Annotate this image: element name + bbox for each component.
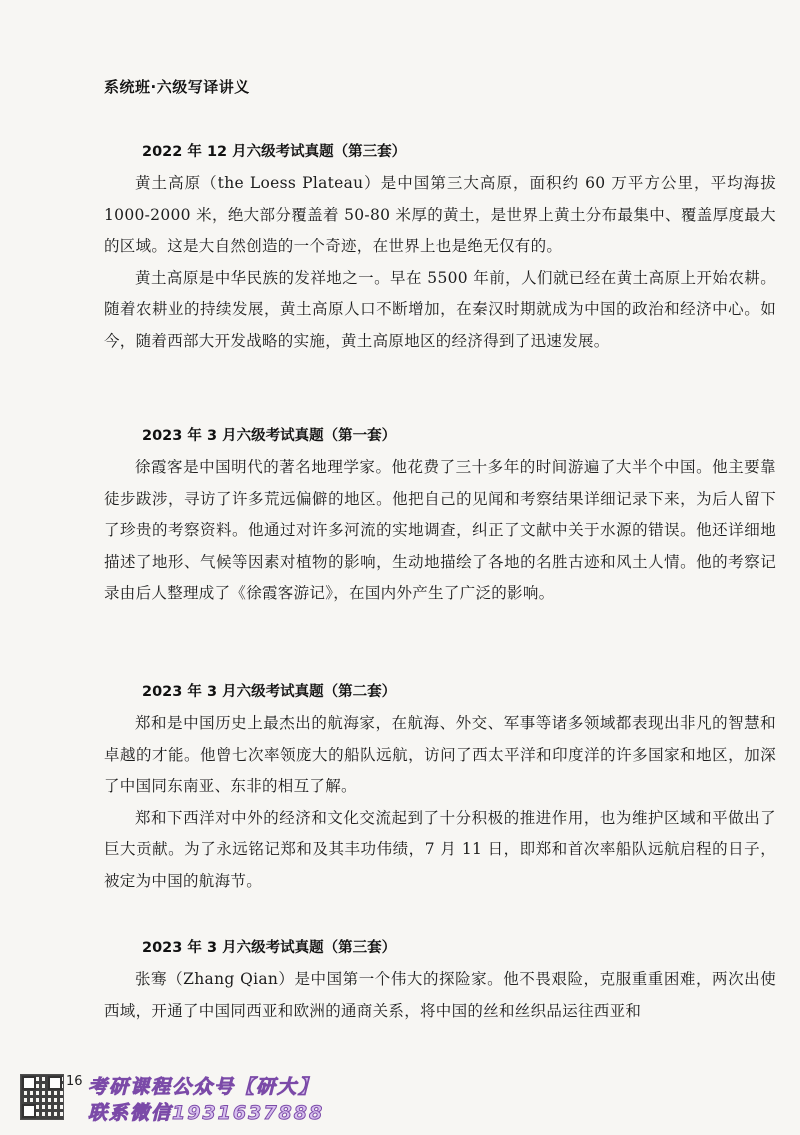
page-footer: [18, 1070, 325, 1126]
paragraph: 徐霞客是中国明代的著名地理学家。他花费了三十多年的时间游遍了大半个中国。他主要靠徒步跋涉，寻访了许多荒远偏僻的地区。他把自己的见闻和考察结果详细记录下来，为后人留下了珍贵的考察资料。他通过对许多河流的实地调查，纠正了文献中关于水源的错误。他还详细地描述了地形、气候等因素对植物的影响，生动地描绘了各地的名胜古迹和风土人情。他的考察记录由后人整理成了《徐霞客游记》，在国内外产生了广泛的影响。: [104, 458, 776, 602]
qr-code-icon: [20, 1074, 64, 1120]
watermark-line-1: 考研课程公众号【研大】: [88, 1076, 320, 1098]
section-2023-03-set2: [104, 680, 776, 897]
section-title: 2023 年 3 月六级考试真题（第一套）: [142, 428, 397, 444]
section-2023-03-set3: [104, 936, 776, 1027]
paragraph: 郑和下西洋对中外的经济和文化交流起到了十分积极的推进作用，也为维护区域和平做出了巨大贡献。为了永远铭记郑和及其丰功伟绩，7 月 11 日，即郑和首次率船队远航启程的日子，被定为中国的航海节。: [104, 808, 776, 890]
section-title: 2022 年 12 月六级考试真题（第三套）: [142, 144, 407, 160]
section-2022-12-set3: [104, 140, 776, 357]
paragraph: 黄土高原是中华民族的发祥地之一。早在 5500 年前，人们就已经在黄土高原上开始农耕。随着农耕业的持续发展，黄土高原人口不断增加，在秦汉时期就成为中国的政治和经济中心。如今，随着西部大开发战略的实施，黄土高原地区的经济得到了迅速发展。: [104, 268, 776, 350]
watermark-line-2: 联系微信1931637888: [88, 1102, 325, 1124]
section-title: 2023 年 3 月六级考试真题（第二套）: [142, 684, 397, 700]
paragraph: 郑和是中国历史上最杰出的航海家，在航海、外交、军事等诸多领域都表现出非凡的智慧和卓越的才能。他曾七次率领庞大的船队远航，访问了西太平洋和印度洋的许多国家和地区，加深了中国同东南亚、东非的相互了解。: [104, 714, 776, 795]
section-title: 2023 年 3 月六级考试真题（第三套）: [142, 940, 397, 956]
page-header: 系统班·六级写译讲义: [104, 78, 250, 96]
paragraph: 张骞（Zhang Qian）是中国第一个伟大的探险家。他不畏艰险，克服重重困难，两次出使西域，开通了中国同西亚和欧洲的通商关系，将中国的丝和丝织品运往西亚和: [104, 970, 776, 1020]
section-2023-03-set1: [104, 424, 776, 610]
paragraph: 黄土高原（the Loess Plateau）是中国第三大高原，面积约 60 万平方公里，平均海拔 1000-2000 米，绝大部分覆盖着 50-80 米厚的黄土，是世界上黄土分布最集中、覆盖厚度最大的区域。这是大自然创造的一个奇迹，在世界上也是绝无仅有的。: [104, 174, 776, 255]
page-number: 16: [66, 1074, 83, 1089]
